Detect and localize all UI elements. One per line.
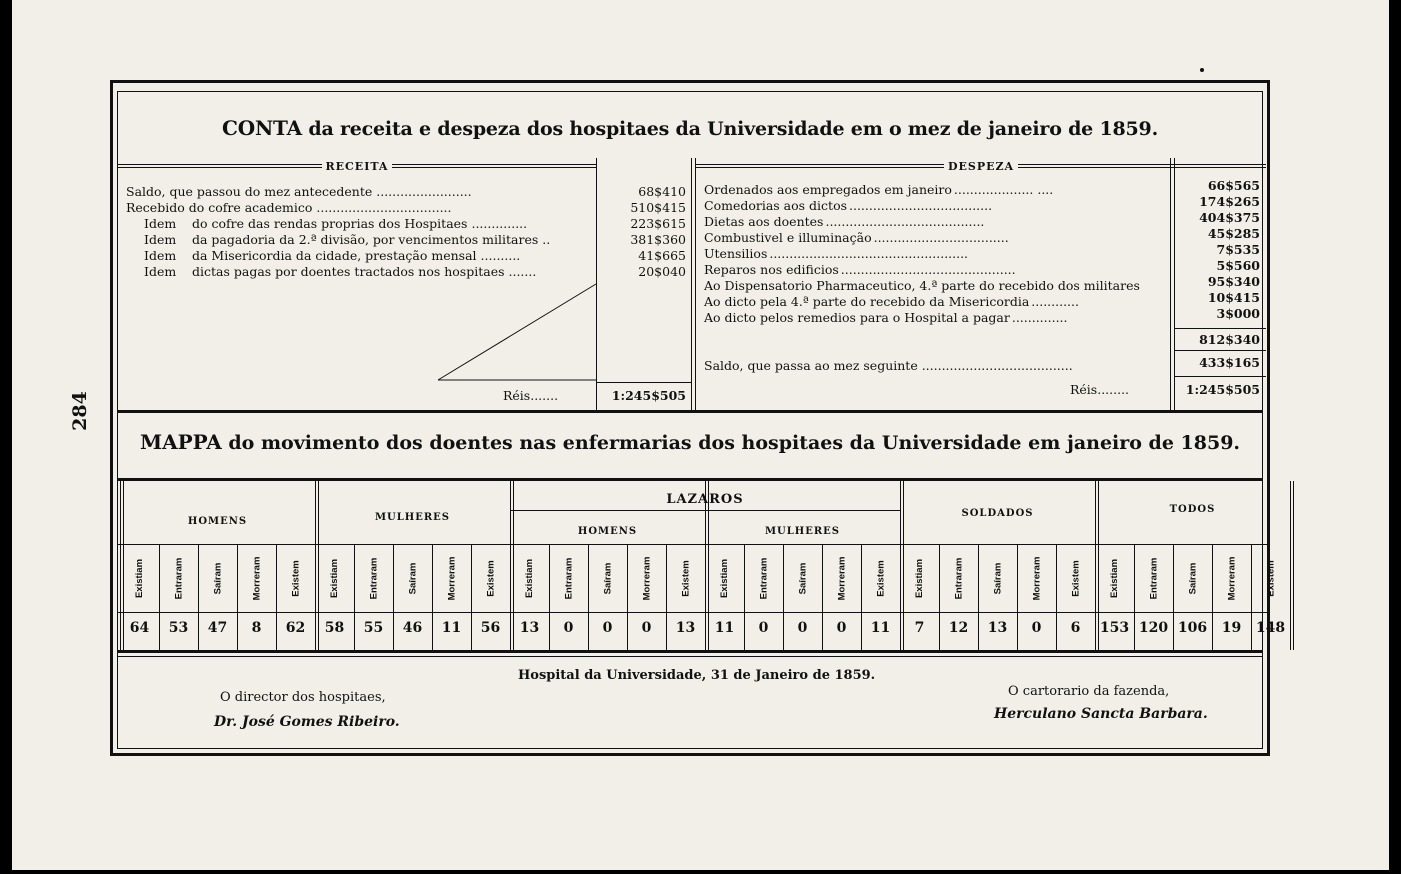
despeza-row-dots: ..................................	[873, 230, 1009, 245]
table-cell: 153	[1099, 620, 1130, 636]
column-header-label: Morreram	[251, 556, 263, 600]
table-cell: 11	[870, 620, 891, 636]
column-header-rule	[118, 612, 1268, 613]
column-header-label: Entraram	[1148, 557, 1160, 599]
despeza-row-amount: 10$415	[1207, 290, 1260, 305]
column-header-label: Entraram	[758, 557, 770, 599]
column-header-label: Existiam	[914, 558, 926, 598]
table-cell: 53	[168, 620, 189, 636]
column-header-label: Entraram	[953, 557, 965, 599]
receita-row-label: dictas pagas por doentes tractados nos hospitaes	[192, 264, 505, 279]
receita-row-amount: 41$665	[638, 248, 686, 263]
column-header-label: Entraram	[563, 557, 575, 599]
column-header	[315, 546, 355, 610]
column-header-label: Existem	[680, 559, 692, 597]
receita-row-prefix: Idem	[144, 216, 177, 231]
column-header	[1212, 546, 1252, 610]
table-cell: 0	[563, 620, 574, 636]
column-header-label: Morreram	[1226, 556, 1238, 600]
receita-row-label: da pagadoria da 2.ª divisão, por vencimentos militares	[192, 232, 539, 247]
table-cell: 13	[987, 620, 1008, 636]
despeza-total: 1:245$505	[1185, 382, 1260, 397]
column-header	[822, 546, 862, 610]
despeza-row-dots: ..............	[1011, 310, 1068, 325]
column-header	[159, 546, 199, 610]
column-header	[549, 546, 589, 610]
column-header	[471, 546, 511, 610]
despeza-row	[704, 278, 1142, 293]
despeza-row-dots: .................... ....	[953, 182, 1054, 197]
despeza-row	[704, 310, 1068, 325]
receita-blank-filler	[118, 92, 1268, 422]
receita-total-rule	[596, 382, 691, 383]
movement-title-rest: do movimento dos doentes nas enfermarias dos hospitaes da Universidade em janeiro de 1859.	[221, 432, 1241, 454]
receita-row-label: do cofre das rendas proprias dos Hospitaes	[192, 216, 468, 231]
table-cell: 106	[1177, 620, 1208, 636]
column-header	[1056, 546, 1096, 610]
column-header	[1095, 546, 1135, 610]
column-header-label: Saíram	[797, 562, 809, 594]
column-header	[900, 546, 940, 610]
table-cell: 47	[207, 620, 228, 636]
receita-total-label-row	[503, 388, 558, 403]
table-cell: 13	[675, 620, 696, 636]
table-cell: 0	[797, 620, 808, 636]
despeza-row-label: Combustivel e illuminação	[704, 230, 872, 245]
table-cell: 148	[1255, 620, 1286, 636]
despeza-row-amount: 3$000	[1216, 306, 1260, 321]
group-todos: TODOS	[1169, 504, 1216, 515]
despeza-row-label: Ao Dispensatorio Pharmaceutico, 4.ª parte do recebido dos militares	[704, 278, 1140, 293]
column-header	[1173, 546, 1213, 610]
despeza-row-amount: 95$340	[1207, 274, 1260, 289]
table-bottom-rule-2	[118, 656, 1262, 657]
despeza-row-amount: 5$560	[1216, 258, 1260, 273]
table-cell: 19	[1221, 620, 1242, 636]
column-header-label: Saíram	[407, 562, 419, 594]
column-header	[1251, 546, 1291, 610]
table-bottom-rule	[118, 650, 1262, 653]
table-cell: 8	[251, 620, 262, 636]
despeza-total-dots: ........	[1097, 382, 1130, 397]
table-cell: 13	[519, 620, 540, 636]
column-header-label: Existem	[1070, 559, 1082, 597]
column-header-label: Saíram	[1187, 562, 1199, 594]
group-mulheres: MULHERES	[374, 512, 451, 523]
despeza-row-dots: ..................................................	[769, 246, 969, 261]
column-header	[1134, 546, 1174, 610]
page-number: 284	[68, 391, 91, 431]
table-cell: 6	[1070, 620, 1081, 636]
table-cell: 0	[1031, 620, 1042, 636]
despeza-row-label: Ao dicto pela 4.ª parte do recebido da Misericordia	[704, 294, 1030, 309]
receita-row-label: Recebido do cofre academico	[126, 200, 313, 215]
receita-row-dots: ..................................	[316, 200, 452, 215]
document-frame-inner	[117, 91, 1286, 749]
receita-row-label: da Misericordia da cidade, prestação mensal	[192, 248, 477, 263]
table-cell: 55	[363, 620, 384, 636]
column-header	[432, 546, 472, 610]
column-header-label: Existiam	[329, 558, 341, 598]
despeza-total-label: Réis	[1070, 382, 1098, 397]
table-cell: 62	[285, 620, 306, 636]
receita-total: 1:245$505	[611, 388, 686, 403]
despeza-row	[704, 198, 992, 213]
section-divider	[118, 410, 1262, 413]
column-header-label: Existiam	[524, 558, 536, 598]
table-cell: 46	[402, 620, 423, 636]
column-header	[705, 546, 745, 610]
group-soldados: SOLDADOS	[961, 508, 1034, 519]
column-header-label: Morreram	[641, 556, 653, 600]
despeza-row	[704, 246, 968, 261]
column-header-label: Saíram	[602, 562, 614, 594]
table-cell: 0	[602, 620, 613, 636]
ink-speck	[1200, 68, 1204, 72]
despeza-row-label: Utensilios	[704, 246, 768, 261]
despeza-subtotal-rule	[1174, 328, 1266, 329]
despeza-row-dots: ........................................	[825, 214, 985, 229]
column-header-label: Saíram	[212, 562, 224, 594]
column-header-label: Entraram	[173, 557, 185, 599]
despeza-row-amount: 404$375	[1199, 210, 1260, 225]
receita-row-dots: .......	[508, 264, 537, 279]
receita-row-amount: 68$410	[638, 184, 686, 199]
director-title: O director dos hospitaes,	[220, 690, 386, 705]
receita-row-dots: ........................	[376, 184, 472, 199]
despeza-row	[704, 262, 1016, 277]
movement-title-caps: MAPPA	[139, 430, 222, 454]
place-date: Hospital da Universidade, 31 de Janeiro de 1859.	[518, 668, 876, 683]
clerk-name: Herculano Sancta Barbara.	[994, 706, 1208, 722]
despeza-label: DESPEZA	[947, 159, 1015, 173]
despeza-row	[704, 182, 1053, 197]
despeza-row-amount: 45$285	[1207, 226, 1260, 241]
column-header-label: Existem	[485, 559, 497, 597]
group-rule-double	[1293, 481, 1294, 650]
receita-row-amount: 510$415	[630, 200, 686, 215]
table-top-rule	[118, 478, 1262, 481]
receita-row-prefix: Idem	[144, 232, 177, 247]
despeza-row-dots: ............................................	[840, 262, 1016, 277]
table-cell: 58	[324, 620, 345, 636]
column-header	[783, 546, 823, 610]
column-header-label: Morreram	[446, 556, 458, 600]
receita-row-amount: 20$040	[638, 264, 686, 279]
column-header-label: Existiam	[134, 558, 146, 598]
receita-total-dots: .......	[530, 388, 559, 403]
column-header	[120, 546, 160, 610]
column-header	[588, 546, 628, 610]
column-header	[198, 546, 238, 610]
table-cell: 120	[1138, 620, 1169, 636]
table-cell: 7	[914, 620, 925, 636]
receita-label: RECEITA	[325, 159, 389, 173]
column-header	[510, 546, 550, 610]
saldo-label: Saldo, que passa ao mez seguinte	[704, 358, 918, 373]
receita-row-dots: ..........	[480, 248, 521, 263]
despeza-total-rule	[1174, 376, 1266, 377]
group-lazaros-homens: HOMENS	[577, 526, 638, 537]
despeza-row-dots: ............	[1031, 294, 1079, 309]
column-header-label: Morreram	[836, 556, 848, 600]
column-header-label: Entraram	[368, 557, 380, 599]
saldo-amount: 433$165	[1199, 355, 1260, 370]
receita-row-label: Saldo, que passou do mez antecedente	[126, 184, 373, 199]
despeza-total-label-row	[1070, 382, 1129, 397]
receita-row-dots: ..............	[471, 216, 528, 231]
document-frame	[110, 80, 1286, 756]
column-header	[1017, 546, 1057, 610]
table-cell: 0	[758, 620, 769, 636]
table-cell: 11	[714, 620, 735, 636]
column-header-label: Existem	[875, 559, 887, 597]
column-header-label: Existem	[1265, 559, 1277, 597]
receita-total-label: Réis	[503, 388, 531, 403]
saldo-rule	[1174, 350, 1266, 351]
receita-row-prefix: Idem	[144, 248, 177, 263]
column-header	[978, 546, 1018, 610]
account-title-caps: CONTA	[222, 116, 302, 140]
table-cell: 0	[836, 620, 847, 636]
table-cell: 64	[129, 620, 150, 636]
table-cell: 12	[948, 620, 969, 636]
column-header	[666, 546, 706, 610]
despeza-row	[704, 294, 1079, 309]
column-header-label: Existiam	[1109, 558, 1121, 598]
despeza-row-label: Comedorias aos dictos	[704, 198, 848, 213]
group-lazaros-mulheres: MULHERES	[764, 526, 841, 537]
column-header-label: Morreram	[1031, 556, 1043, 600]
table-cell: 0	[641, 620, 652, 636]
saldo-dots: ......................................	[921, 358, 1073, 373]
despeza-row	[704, 230, 1009, 245]
column-header	[393, 546, 433, 610]
table-cell: 56	[480, 620, 501, 636]
column-header	[939, 546, 979, 610]
group-homens: HOMENS	[187, 516, 248, 527]
despeza-row-amount: 7$535	[1216, 242, 1260, 257]
despeza-row	[704, 214, 984, 229]
receita-row-prefix: Idem	[144, 264, 177, 279]
receita-row-amount: 223$615	[630, 216, 686, 231]
column-header-label: Existem	[290, 559, 302, 597]
account-title-rest: da receita e despeza dos hospitaes da Universidade em o mez de janeiro de 1859.	[301, 118, 1158, 140]
column-header	[744, 546, 784, 610]
despeza-row-amount: 174$265	[1199, 194, 1260, 209]
column-header	[354, 546, 394, 610]
movement-title	[118, 430, 1262, 454]
column-header-label: Existiam	[719, 558, 731, 598]
despeza-row-dots: ....................................	[849, 198, 993, 213]
despeza-row-label: Reparos nos edificios	[704, 262, 839, 277]
group-header-rule	[118, 544, 1268, 545]
receita-row-amount: 381$360	[630, 232, 686, 247]
table-cell: 11	[441, 620, 462, 636]
column-header	[861, 546, 901, 610]
receita-row-dots: ..	[542, 232, 551, 247]
column-header	[627, 546, 667, 610]
despeza-row-label: Ordenados aos empregados em janeiro	[704, 182, 952, 197]
despeza-row-amount: 66$565	[1207, 178, 1260, 193]
despeza-row-label: Dietas aos doentes	[704, 214, 824, 229]
saldo-row	[704, 358, 1073, 373]
despeza-row-label: Ao dicto pelos remedios para o Hospital a pagar	[704, 310, 1010, 325]
director-name: Dr. José Gomes Ribeiro.	[214, 714, 400, 730]
column-header	[237, 546, 277, 610]
column-header-label: Saíram	[992, 562, 1004, 594]
column-header	[276, 546, 316, 610]
group-lazaros: LAZAROS	[666, 492, 744, 507]
clerk-title: O cartorario da fazenda,	[1008, 684, 1170, 699]
despeza-subtotal: 812$340	[1199, 332, 1260, 347]
